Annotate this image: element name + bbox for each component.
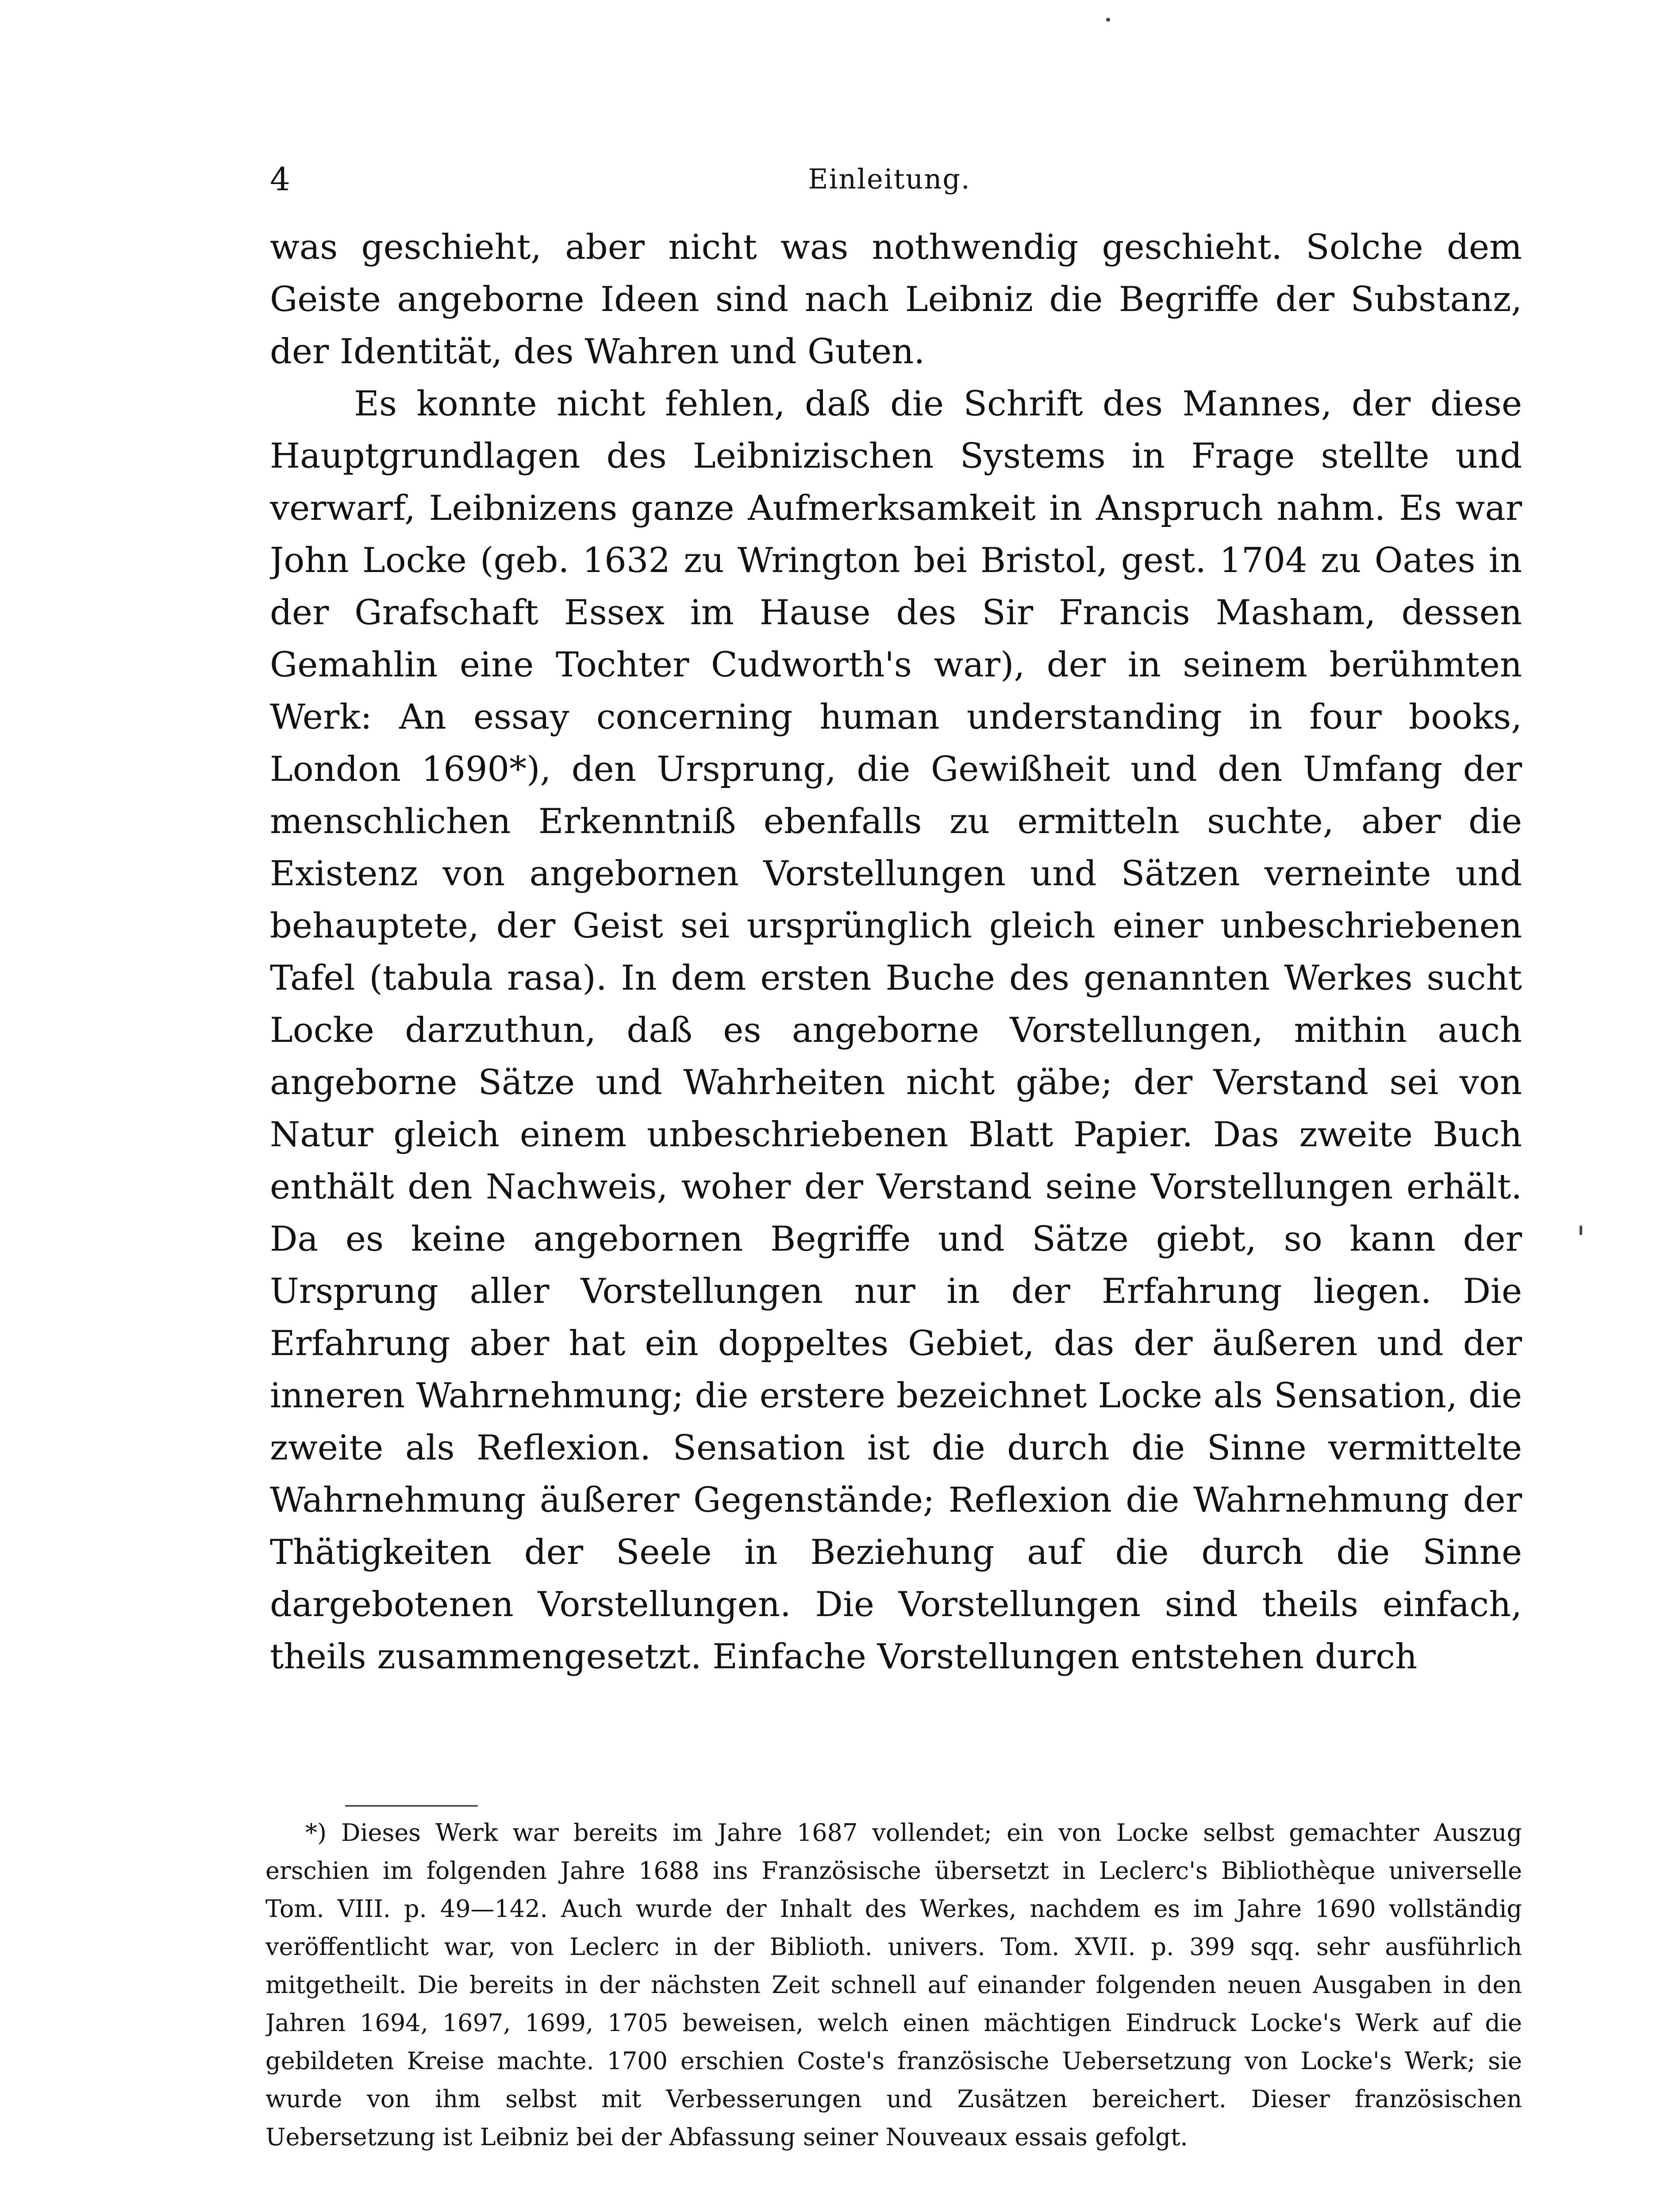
- main-text-block: [270, 221, 1522, 1792]
- footnote-text: *) Dieses Werk war bereits im Jahre 1687 vollendet; ein von Locke selbst gemachter Auszug erschien im folgenden Jahre 1688 ins Französische übersetzt in Leclerc's Bibliothèque universelle Tom. VIII. p. 49—142. Auch wurde der Inhalt des Werkes, nachdem es im Jahre 1690 vollständig veröffentlicht war, von Leclerc in der Biblioth. univers. Tom. XVII. p. 399 sqq. sehr ausführlich mitgetheilt. Die bereits in der nächsten Zeit schnell auf einander folgenden neuen Ausgaben in den Jahren 1694, 1697, 1699, 1705 beweisen, welch einen mächtigen Eindruck Locke's Werk auf die gebildeten Kreise machte. 1700 erschien Coste's französische Uebersetzung von Locke's Werk; sie wurde von ihm selbst mit Verbesserungen und Zusätzen bereichert. Dieser französischen Uebersetzung ist Leibniz bei der Abfassung seiner Nouveaux essais gefolgt.: [265, 1819, 1522, 2151]
- page-number: 4: [270, 161, 290, 198]
- paragraph-continuation: was geschieht, aber nicht was nothwendig geschieht. Solche dem Geiste angeborne Ideen sind nach Leibniz die Begriffe der Substanz, der Identität, des Wahren und Guten.: [270, 227, 1522, 372]
- paragraph-locke: Es konnte nicht fehlen, daß die Schrift des Mannes, der diese Hauptgrundlagen des Leibnizischen Systems in Frage stellte und verwarf, Leibnizens ganze Aufmerksamkeit in Anspruch nahm. Es war John Locke (geb. 1632 zu Wrington bei Bristol, gest. 1704 zu Oates in der Grafschaft Essex im Hause des Sir Francis Masham, dessen Gemahlin eine Tochter Cudworth's war), der in seinem berühmten Werk: An essay concerning human understanding in four books, London 1690*), den Ursprung, die Gewißheit und den Umfang der menschlichen Erkenntniß ebenfalls zu ermitteln suchte, aber die Existenz von angebornen Vorstellungen und Sätzen verneinte und behauptete, der Geist sei ursprünglich gleich einer unbeschriebenen Tafel (tabula rasa). In dem ersten Buche des genannten Werkes sucht Locke darzuthun, daß es angeborne Vorstellungen, mithin auch angeborne Sätze und Wahrheiten nicht gäbe; der Verstand sei von Natur gleich einem unbeschriebenen Blatt Papier. Das zweite Buch enthält den Nachweis, woher der Verstand seine Vorstellungen erhält. Da es keine angebornen Begriffe und Sätze giebt, so kann der Ursprung aller Vorstellungen nur in der Erfahrung liegen. Die Erfahrung aber hat ein doppeltes Gebiet, das der äußeren und der inneren Wahrnehmung; die erstere bezeichnet Locke als Sensation, die zweite als Reflexion. Sensation ist die durch die Sinne vermittelte Wahrnehmung äußerer Gegenstände; Reflexion die Wahrnehmung der Thätigkeiten der Seele in Beziehung auf die durch die Sinne dargebotenen Vorstellungen. Die Vorstellungen sind theils einfach, theils zusammengesetzt. Einfache Vorstellungen entstehen durch: [270, 384, 1522, 1677]
- footnote-divider: [345, 1805, 478, 1807]
- page-header: [270, 155, 1509, 204]
- scan-speck: [1580, 1225, 1582, 1235]
- footnote-block: [265, 1814, 1522, 2177]
- running-title: Einleitung.: [808, 163, 971, 195]
- scan-speck: [1106, 18, 1110, 22]
